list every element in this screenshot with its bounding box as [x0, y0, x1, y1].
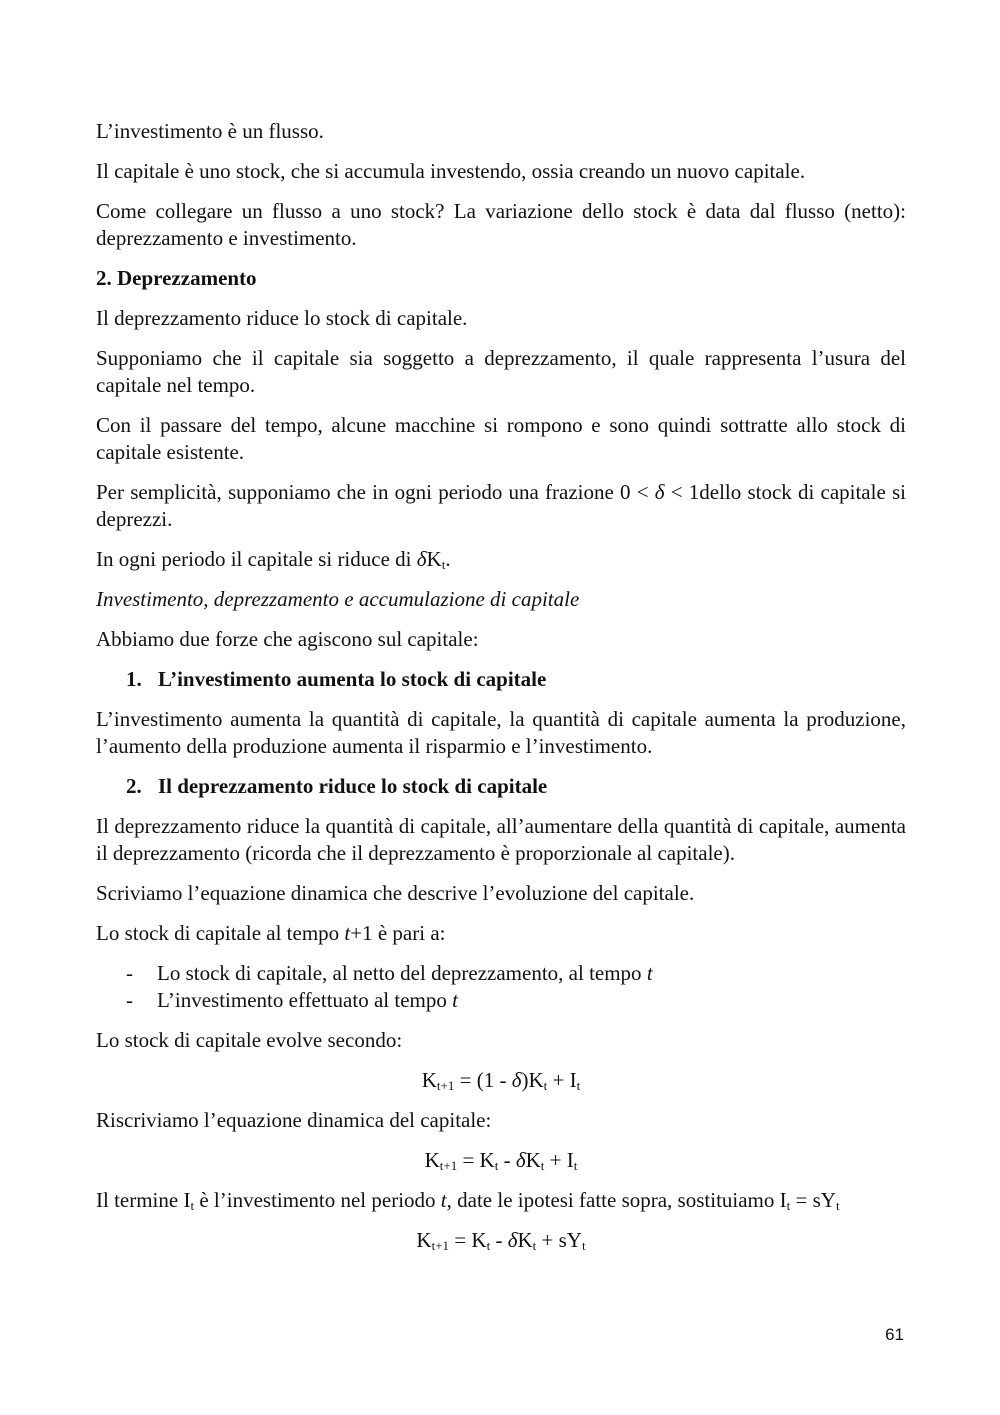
- dash-marker: -: [126, 961, 133, 985]
- eq-term: + sY: [536, 1228, 582, 1252]
- subscript: t+1: [431, 1238, 450, 1253]
- eq-term: K: [424, 1148, 440, 1172]
- equation-2: [96, 1147, 906, 1174]
- p13-text-b: +1 è pari a:: [350, 921, 446, 945]
- p7-text-b: < 1dello stock di capitale si deprezzi.: [96, 480, 906, 531]
- time-symbol: t: [440, 1188, 447, 1212]
- p16-text: Il termine I: [96, 1188, 191, 1212]
- subscript: t: [581, 1238, 586, 1253]
- eq-term: + I: [544, 1148, 574, 1172]
- numbered-item-2: [96, 773, 906, 800]
- paragraph-15: Riscriviamo l’equazione dinamica del capitale:: [96, 1108, 492, 1132]
- item-text: Il deprezzamento riduce lo stock di capitale: [158, 774, 548, 798]
- dash-marker: -: [126, 988, 133, 1012]
- period: .: [445, 547, 451, 571]
- delta-symbol: δ: [416, 547, 427, 571]
- item-number: 2.: [126, 774, 142, 798]
- p16-text: è l’investimento nel periodo: [194, 1188, 441, 1212]
- page-number: 61: [885, 1325, 904, 1344]
- subscript: t: [532, 1238, 537, 1253]
- equation-3: [96, 1227, 906, 1254]
- eq-term: + I: [547, 1068, 577, 1092]
- subsection-title: Investimento, deprezzamento e accumulazione di capitale: [96, 587, 580, 611]
- paragraph-4: Il deprezzamento riduce lo stock di capitale.: [96, 306, 468, 330]
- eq-term: = (1 -: [454, 1068, 512, 1092]
- paragraph-14: Lo stock di capitale evolve secondo:: [96, 1028, 403, 1052]
- subscript: t: [786, 1198, 791, 1213]
- numbered-item-1: [96, 666, 906, 693]
- equation-1: [96, 1067, 906, 1094]
- p8-text: In ogni periodo il capitale si riduce di: [96, 547, 417, 571]
- subscript: t: [486, 1238, 491, 1253]
- p7-text-a: Per semplicità, supponiamo che in ogni periodo una frazione 0 <: [96, 480, 655, 504]
- list-item: [126, 960, 906, 987]
- document-page: [96, 118, 906, 1267]
- subscript: t: [576, 1078, 581, 1093]
- eq-term: )K: [521, 1068, 544, 1092]
- paragraph-16: [96, 1187, 906, 1214]
- dash-list: [96, 960, 906, 1014]
- subscript: t: [835, 1198, 840, 1213]
- eq-term: = K: [457, 1148, 495, 1172]
- eq-term: -: [498, 1148, 516, 1172]
- paragraph-2: Il capitale è uno stock, che si accumula investendo, ossia creando un nuovo capitale.: [96, 159, 806, 183]
- paragraph-6: Con il passare del tempo, alcune macchine si rompono e sono quindi sottratte allo stock di capitale esistente.: [96, 413, 906, 464]
- p13-text-a: Lo stock di capitale al tempo: [96, 921, 345, 945]
- paragraph-1: L’investimento è un flusso.: [96, 119, 324, 143]
- subscript: t: [543, 1078, 548, 1093]
- subscript: t: [441, 557, 446, 572]
- paragraph-13: [96, 920, 906, 947]
- paragraph-5: Supponiamo che il capitale sia soggetto a deprezzamento, il quale rappresenta l’usura del capitale nel tempo.: [96, 346, 906, 397]
- eq-term: K: [517, 1228, 533, 1252]
- item-text: L’investimento aumenta lo stock di capitale: [158, 667, 547, 691]
- capital-symbol: K: [426, 547, 442, 571]
- subscript: t: [573, 1158, 578, 1173]
- item-number: 1.: [126, 667, 142, 691]
- eq-term: K: [416, 1228, 432, 1252]
- time-symbol: t: [344, 921, 351, 945]
- eq-term: = K: [449, 1228, 487, 1252]
- paragraph-7: [96, 479, 906, 533]
- p16-text: , date le ipotesi fatte sopra, sostituiamo I: [446, 1188, 787, 1212]
- paragraph-12: Scriviamo l’equazione dinamica che descrive l’evoluzione del capitale.: [96, 881, 695, 905]
- paragraph-9: Abbiamo due forze che agiscono sul capitale:: [96, 627, 479, 651]
- subscript: t+1: [439, 1158, 458, 1173]
- subscript: t+1: [436, 1078, 455, 1093]
- list-item-text: L’investimento effettuato al tempo: [157, 988, 453, 1012]
- paragraph-10: L’investimento aumenta la quantità di capitale, la quantità di capitale aumenta la produzione, l’aumento della produzione aumenta il risparmio e l’investimento.: [96, 707, 906, 758]
- section-heading: 2. Deprezzamento: [96, 266, 257, 290]
- list-item-text: Lo stock di capitale, al netto del deprezzamento, al tempo: [157, 961, 647, 985]
- paragraph-11: Il deprezzamento riduce la quantità di capitale, all’aumentare della quantità di capitale, aumenta il deprezzamento (ricorda che il deprezzamento è proporzionale al capitale).: [96, 814, 906, 865]
- delta-symbol: δ: [507, 1228, 518, 1252]
- subscript: t: [494, 1158, 499, 1173]
- paragraph-8: [96, 546, 906, 573]
- time-symbol: t: [646, 961, 653, 985]
- delta-symbol: δ: [511, 1068, 522, 1092]
- p16-text: = sY: [790, 1188, 836, 1212]
- time-symbol: t: [452, 988, 458, 1012]
- paragraph-3: Come collegare un flusso a uno stock? La variazione dello stock è data dal flusso (netto): deprezzamento e investimento.: [96, 199, 906, 250]
- eq-term: K: [525, 1148, 541, 1172]
- delta-symbol: δ: [654, 480, 665, 504]
- delta-symbol: δ: [515, 1148, 526, 1172]
- subscript: t: [190, 1198, 195, 1213]
- eq-term: K: [421, 1068, 437, 1092]
- eq-term: -: [490, 1228, 508, 1252]
- subscript: t: [540, 1158, 545, 1173]
- list-item: [126, 987, 906, 1014]
